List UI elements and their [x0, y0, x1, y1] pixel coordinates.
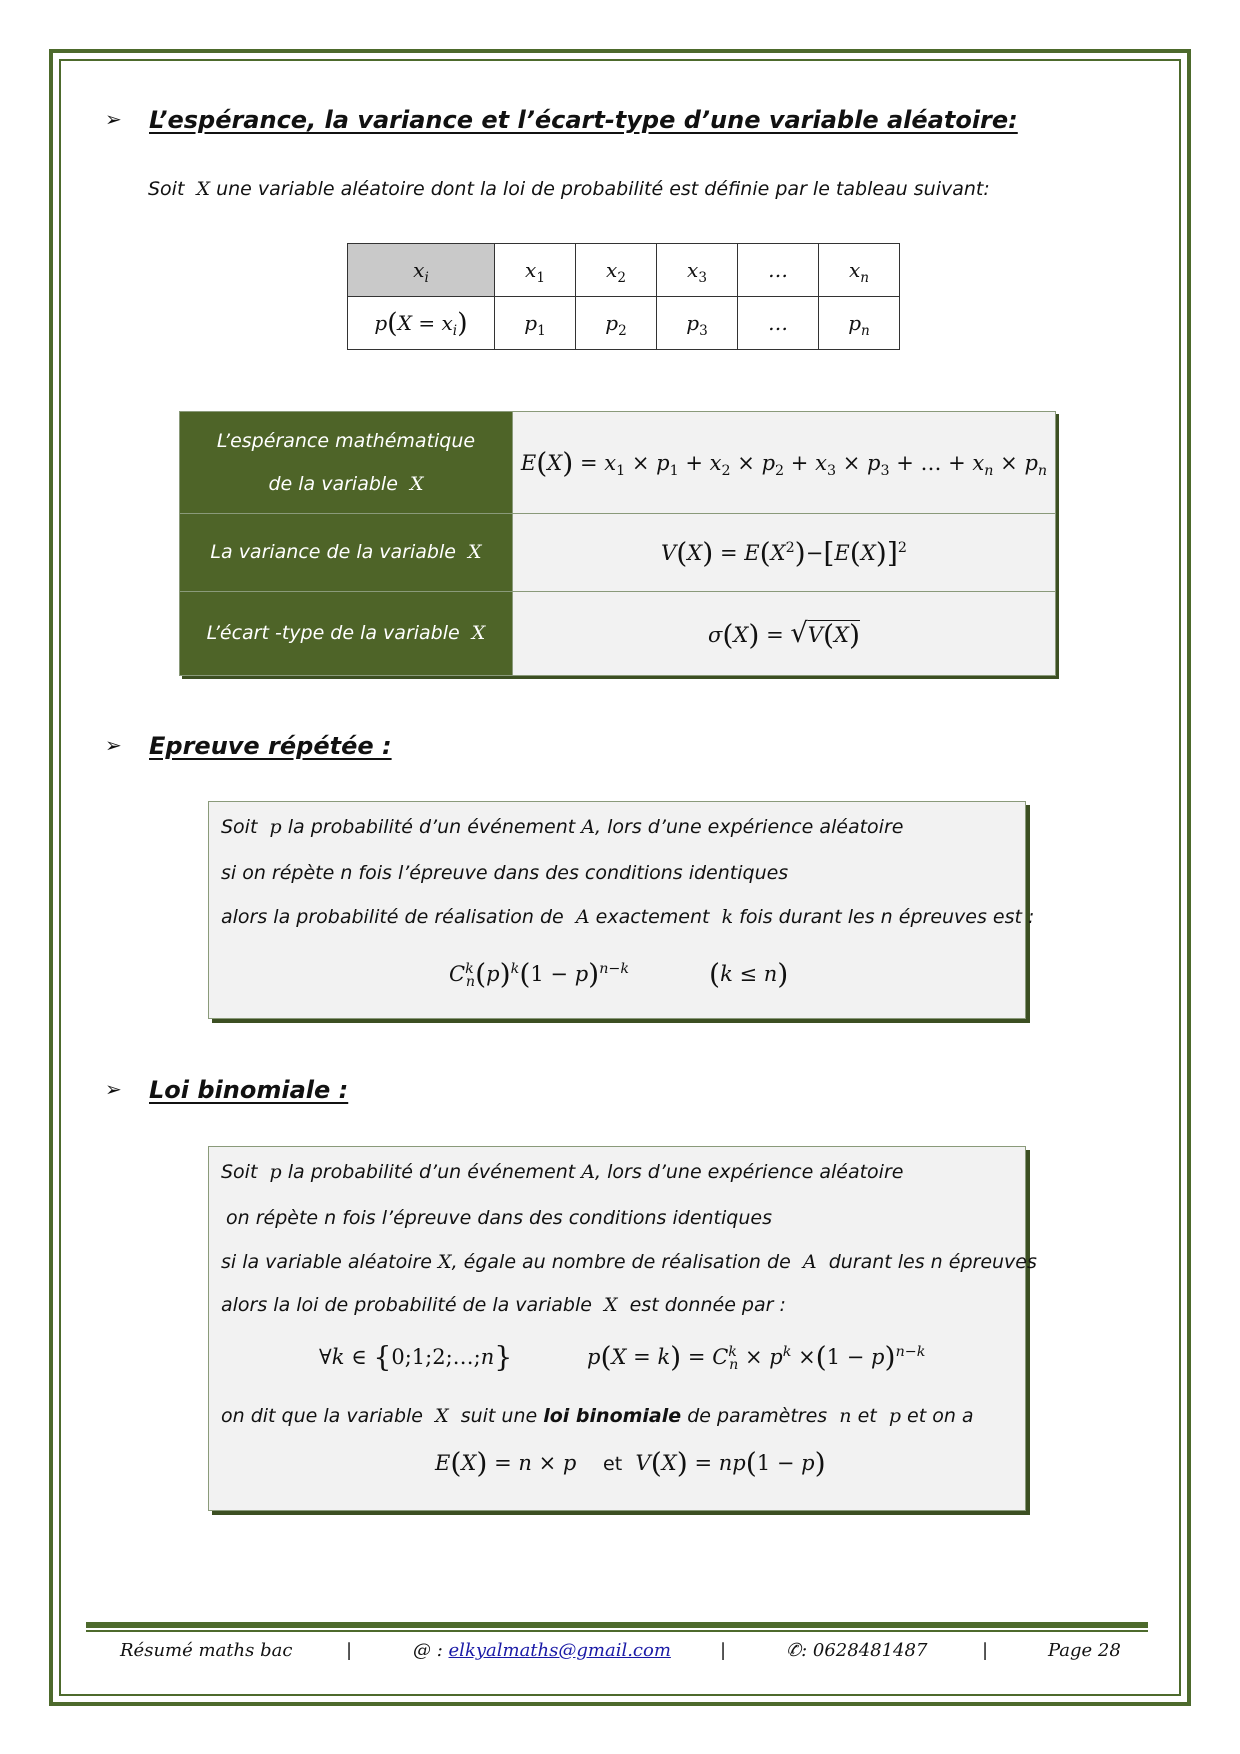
- footer-rule: [86, 1622, 1148, 1628]
- variance-formula: $V(X) = E(X^2)-[E(X)]^2$: [513, 514, 1056, 592]
- table-cell: $x_2$: [576, 244, 657, 297]
- footer-rule: [86, 1630, 1148, 1632]
- arrow-bullet-icon: ➢: [105, 1077, 122, 1101]
- expectation-formula: $E(X) = x_1 \times p_1 + x_2 \times p_2 + x_3 \times p_3$ + … + $x_n \times p_n$: [513, 412, 1056, 514]
- arrow-bullet-icon: ➢: [105, 107, 122, 131]
- footer-separator: |: [720, 1640, 727, 1661]
- section-heading-expectation: [105, 106, 1018, 134]
- table-row: [180, 514, 1056, 592]
- section-heading-repeated-trial: [105, 732, 392, 760]
- k-domain-formula: ∀k ∈ {0;1;2;…;n}: [319, 1340, 513, 1374]
- text-line: si on répète n fois l’épreuve dans des conditions identiques: [221, 862, 789, 884]
- stddev-formula: σ(X) = √V(X): [513, 592, 1056, 676]
- section-title: Loi binomiale :: [149, 1076, 349, 1104]
- arrow-bullet-icon: ➢: [105, 733, 122, 757]
- section-title: L’espérance, la variance et l’écart-type d’une variable aléatoire:: [149, 106, 1018, 134]
- footer-title: Résumé maths bac: [120, 1640, 293, 1661]
- intro-sentence: Soit X une variable aléatoire dont la loi de probabilité est définie par le tableau suivant:: [148, 178, 990, 200]
- binomial-moments-formula: E(X) = n × p et V(X) = np(1 − p): [435, 1446, 826, 1480]
- footer-separator: |: [346, 1640, 353, 1661]
- section-heading-binomial-law: [105, 1076, 348, 1104]
- text-line: si la variable aléatoire X, égale au nombre de réalisation de A durant les n épreuves: [221, 1251, 1037, 1273]
- table-cell: …: [738, 297, 819, 350]
- table-cell: $p(X = x_i)$: [348, 297, 495, 350]
- text-line: on dit que la variable X suit une loi binomiale de paramètres n et p et on a: [221, 1405, 974, 1427]
- table-row: [180, 592, 1056, 676]
- table-cell: $p_2$: [576, 297, 657, 350]
- table-row: [180, 412, 1056, 514]
- footer-phone: ✆: 0628481487: [786, 1640, 928, 1661]
- table-cell: $x_i$: [348, 244, 495, 297]
- repeated-trial-formula: $C^k_n(p)^k(1 - p)^{n-k}$: [449, 957, 630, 991]
- stddev-label: L’écart -type de la variable X: [180, 592, 513, 676]
- variance-label: La variance de la variable X: [180, 514, 513, 592]
- table-cell: $p_1$: [495, 297, 576, 350]
- text-line: alors la loi de probabilité de la variable X est donnée par :: [221, 1294, 786, 1316]
- table-row: [348, 297, 900, 350]
- page-number: Page 28: [1048, 1640, 1121, 1661]
- footer-separator: |: [982, 1640, 989, 1661]
- repeated-trial-box: [208, 801, 1035, 1019]
- condition-formula: (k ≤ n): [709, 957, 789, 991]
- formulas-table: [179, 411, 1056, 676]
- probability-law-table: [347, 243, 900, 350]
- at-icon: @ :: [413, 1640, 443, 1661]
- binomial-law-box: [208, 1146, 1037, 1511]
- binomial-formula: $p(X = k) = C^k_n \times p^k \times(1 - p)^{n-k}$: [587, 1340, 926, 1374]
- text-line: Soit p la probabilité d’un événement A, lors d’une expérience aléatoire: [221, 816, 904, 838]
- phone-icon: ✆:: [786, 1640, 808, 1661]
- table-cell: $p_n$: [819, 297, 900, 350]
- table-cell: $p_3$: [657, 297, 738, 350]
- table-cell: …: [738, 244, 819, 297]
- footer-email: [413, 1640, 671, 1661]
- text-line: on répète n fois l’épreuve dans des conditions identiques: [226, 1207, 772, 1229]
- table-cell: $x_n$: [819, 244, 900, 297]
- section-title: Epreuve répétée :: [149, 732, 392, 760]
- email-link[interactable]: elkyalmaths@gmail.com: [448, 1640, 671, 1661]
- table-cell: $x_3$: [657, 244, 738, 297]
- text-line: alors la probabilité de réalisation de A exactement k fois durant les n épreuves est :: [221, 906, 1035, 928]
- expectation-label: L’espérance mathématique de la variable X: [180, 412, 513, 514]
- table-cell: $x_1$: [495, 244, 576, 297]
- table-row: [348, 244, 900, 297]
- text-line: Soit p la probabilité d’un événement A, lors d’une expérience aléatoire: [221, 1161, 904, 1183]
